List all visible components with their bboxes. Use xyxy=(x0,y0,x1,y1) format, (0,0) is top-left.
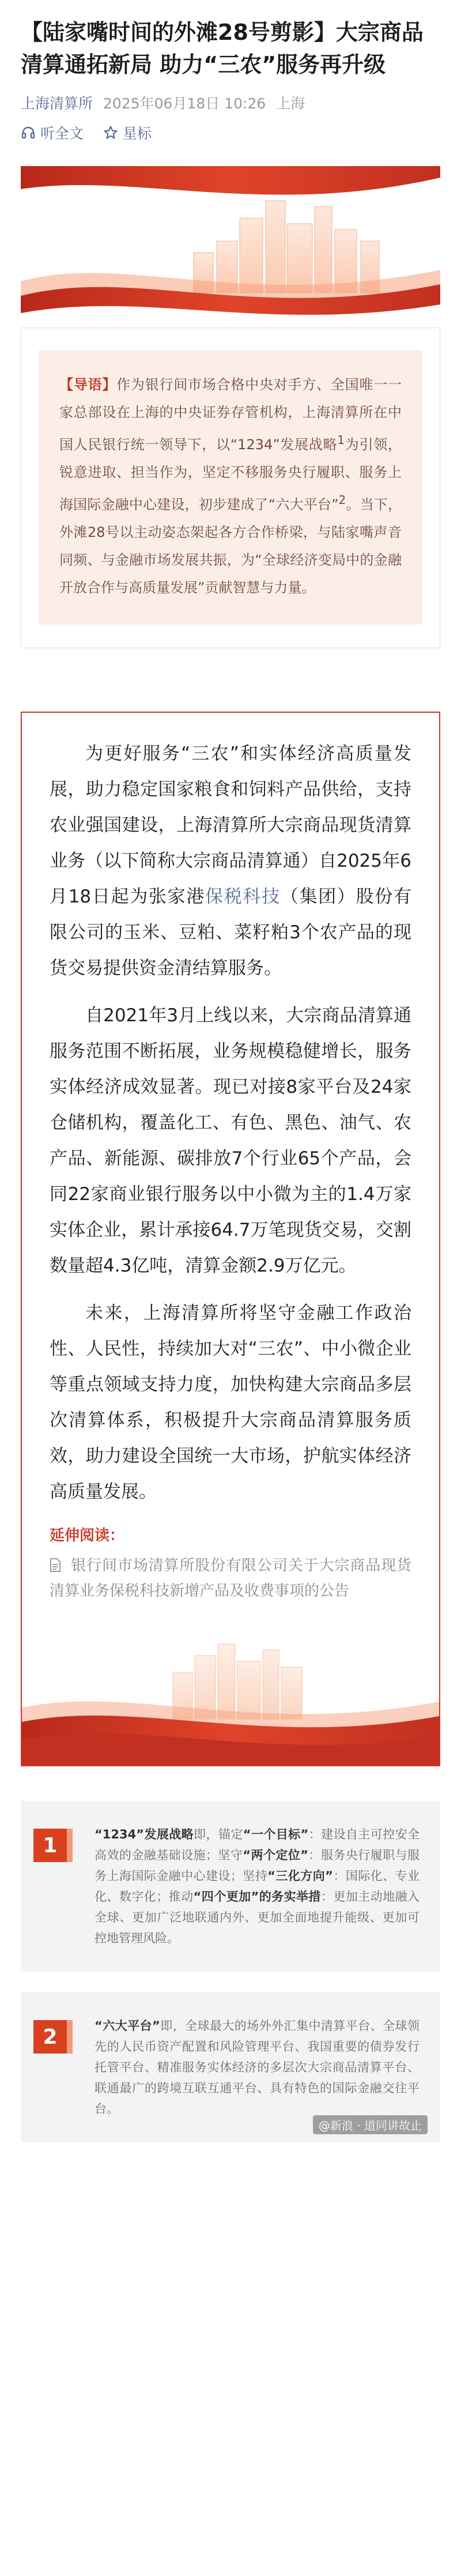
note-2-text-1: 即，全球最大的场外外汇集中清算平台、全球领先的人民币资产配置和风险管理平台、我国重要的债券发行托管平台、精准服务实体经济的多层次大宗商品清算平台、联通最广的跨境互联互通平台、具有特色的国际金融交往平台。 xyxy=(95,2019,420,2116)
paragraph-3: 未来，上海清算所将坚守金融工作政治性、人民性，持续加大对“三农”、中小微企业等重点领域支持力度，加快构建大宗商品多层次清算体系，积极提升大宗商品清算服务质效，助力建设全国统一大市场，护航实体经济高质量发展。 xyxy=(50,1303,411,1502)
intro-text-2: 为引领，锐意进取、担当作为，坚定不移服务央行履职、服务上海国际金融中心建设，初步建成了“六大平台” xyxy=(59,437,402,513)
footnote-item-1 xyxy=(21,1801,440,1972)
main-article-box xyxy=(21,712,440,1766)
article-meta xyxy=(0,81,461,113)
paragraph-1 xyxy=(50,736,411,986)
star-icon xyxy=(103,125,118,140)
intro-tag: 【导语】 xyxy=(59,377,117,393)
intro-text-1: 作为银行间市场合格中央对手方、全国唯一一家总部设在上海的中央证券存管机构，上海清算所在中国人民银行统一领导下，以“1234”发展战略 xyxy=(59,377,402,453)
footnotes xyxy=(21,1801,440,2142)
extended-reading-title: 延伸阅读： xyxy=(50,1527,125,1544)
publish-location: 上海 xyxy=(276,95,305,112)
paragraph-2: 自2021年3月上线以来，大宗商品清算通服务范围不断拓展，业务规模稳健增长，服务实体经济成效显著。现已对接8家平台及24家仓储机构，覆盖化工、有色、黑色、油气、农产品、新能源、碳排放7个行业65个产品，会同22家商业银行服务以中小微为主的1.4万家实体企业，累计承接64.7万笔现货交易，交割数量超4.3亿吨，清算金额2.9万亿元。 xyxy=(50,1005,411,1276)
note-1-text-5: ：更加主动地融入全球、更加广泛地联通内外、更加全面地提升能级、更加可控地管理风险。 xyxy=(95,1890,420,1945)
footnote-text xyxy=(73,1801,440,1972)
note-1-bold-4: “三化方向” xyxy=(267,1869,333,1883)
note-1-bold-1: “1234”发展战略 xyxy=(95,1827,194,1841)
intro-box xyxy=(21,328,440,648)
article-title: 【陆家嘴时间的外滩28号剪影】大宗商品清算通拓新局 助力“三农”服务再升级 xyxy=(21,20,424,77)
listen-label: 听全文 xyxy=(40,125,84,142)
note-1-text-3: ：服务央行履职与服务上海国际金融中心建设；坚持 xyxy=(95,1848,420,1883)
company-link[interactable]: 保税科技 xyxy=(205,886,281,907)
star-label: 星标 xyxy=(123,125,152,142)
footnote-number: 1 xyxy=(33,1829,67,1862)
watermark-text: @新浪 · 道同讲故止 xyxy=(318,2119,422,2133)
footnote-ref-2[interactable]: 2 xyxy=(338,493,346,507)
footnote-number: 2 xyxy=(33,2020,67,2054)
listen-button[interactable] xyxy=(21,122,84,143)
account-name[interactable]: 上海清算所 xyxy=(21,95,93,112)
article-actions xyxy=(0,113,461,143)
note-1-bold-3: “两个定位” xyxy=(243,1848,309,1862)
intro-text xyxy=(39,348,422,625)
intro-text-3: 。当下，外滩28号以主动姿态架起各方合作桥梁，与陆家嘴声音同频、与金融市场发展共振，为“全球经济变局中的金融开放合作与高质量发展”贡献智慧与力量。 xyxy=(59,497,402,596)
extended-reading-link[interactable] xyxy=(50,1553,411,1604)
paragraph-1-text-a: 为更好服务“三农”和实体经济高质量发展，助力稳定国家粮食和饲料产品供给，支持农业强国建设，上海清算所大宗商品现货清算业务（以下简称大宗商品清算通）自2025年6月18日起为张家港 xyxy=(50,743,411,907)
footer-banner-image xyxy=(22,1621,439,1765)
publish-date: 2025年06月18日 10:26 xyxy=(103,95,266,112)
note-1-text-1: 即，锚定 xyxy=(194,1827,243,1841)
main-article-content xyxy=(22,713,439,1604)
watermark xyxy=(313,2115,428,2134)
note-1-bold-5: “四个更加”的务实举措 xyxy=(193,1890,321,1904)
footnote-number-wrap xyxy=(21,1801,73,1972)
footnote-item-2 xyxy=(21,1992,440,2142)
header-banner-image xyxy=(21,166,440,328)
paragraph-1-text-b: （集团）股份有限公司的玉米、豆粕、菜籽粕3个农产品的现货交易提供资金清结算服务。 xyxy=(50,886,412,979)
footnote-ref-1[interactable]: 1 xyxy=(337,433,345,447)
note-2-bold-1: “六大平台” xyxy=(95,2019,160,2033)
extended-reading-text: 银行间市场清算所股份有限公司关于大宗商品现货清算业务保税科技新增产品及收费事项的公告 xyxy=(50,1557,411,1600)
headphones-icon xyxy=(21,125,36,140)
footnote-number-wrap xyxy=(21,1992,73,2142)
document-icon xyxy=(50,1557,66,1574)
note-1-text-4: ：国际化、专业化、数字化；推动 xyxy=(95,1869,420,1904)
note-1-text-2: ：建设自主可控安全高效的金融基础设施；坚守 xyxy=(95,1827,420,1862)
star-button[interactable] xyxy=(103,122,152,143)
note-1-bold-2: “一个目标” xyxy=(243,1827,309,1841)
